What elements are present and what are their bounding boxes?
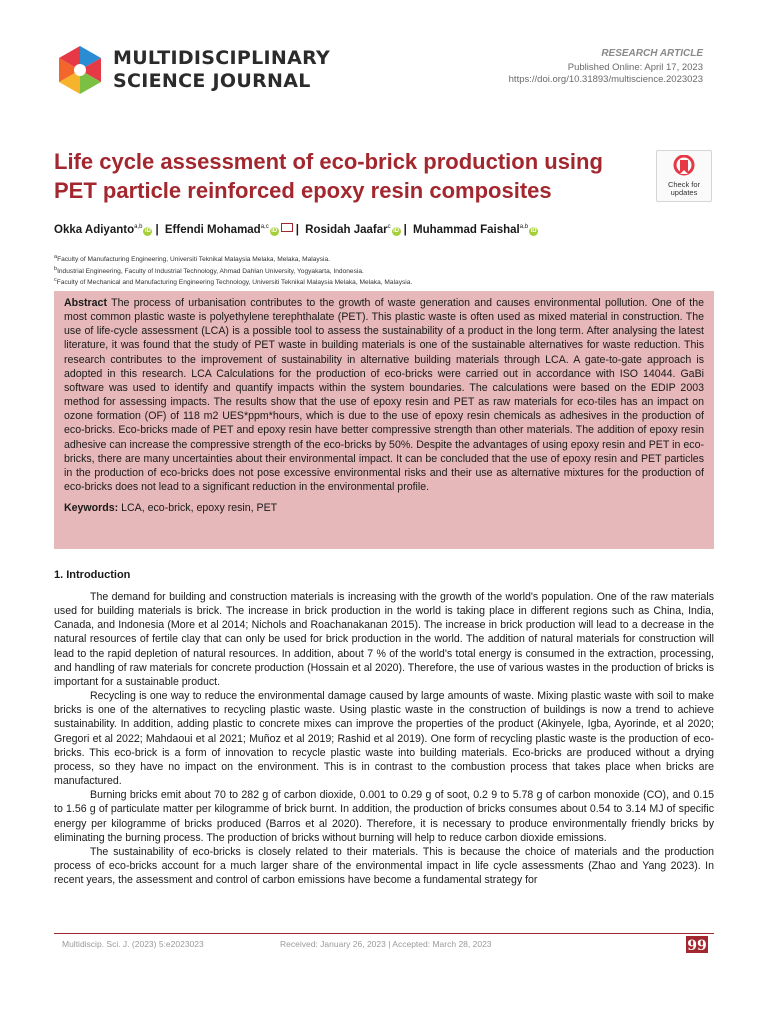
check-for-updates-label: Check for updates: [667, 180, 701, 197]
abstract-paragraph: [64, 296, 704, 494]
abstract-text: The process of urbanisation contributes to the growth of waste generation and causes environmental pollution. One of the most common plastic waste is polyethylene terephthalate (PET). This plastic waste is often used as mixed material in construction. The use of life-cycle assessment (LCA) is a possible tool to assess the sustainability of a product in the long term. After analysing the latest literature, it was found that the study of PET waste in building materials is one of the sustainable alternatives for waste reduction. This research contributes to the improvement of sustainability in alternative building materials through LCA. A gate-to-gate approach is adopted in this research. LCA Calculations for the production of eco-bricks were carried out in accordance with ISO 14044. GaBi software was used to identify and quantify impacts within the system boundaries. The calculations were based on the EDIP 2003 method for assessing impacts. The results show that the use of epoxy resin and PET as raw materials for eco-tiles has an impact on ozone formation (OF) of 118 m2 UES*ppm*hours, which is due to the use of epoxy resin chemicals as adhesives in the production of eco-bricks. Eco-bricks made of PET and epoxy resin have better compressive strength than other materials. The addition of epoxy resin adhesive can increase the compressive strength of the eco-bricks by 50%. Despite the advantages of using epoxy resin and PET in eco-bricks, there are many uncertainties about their environmental impact. It can be concluded that the use of epoxy resin and PET particles in the production of eco-bricks does not pose excessive environmental risks and their use as alternative mixtures for the production of eco-bricks does not lead to a significant reduction in the environmental profile.: [64, 297, 704, 494]
abstract-box: [54, 291, 714, 549]
keywords-list: LCA, eco-brick, epoxy resin, PET: [121, 502, 278, 515]
published-date: Published Online: April 17, 2023: [567, 62, 703, 73]
body-paragraph: Burning bricks emit about 70 to 282 g of carbon dioxide, 0.001 to 0.29 g of soot, 0.2 9 to 5.78 g of carbon monoxide (CO), and 0.15 to 1.56 g of particulate matter per kilogramme of brick burnt. In addition, the production of bricks consumes about 0.54 to 3.14 MJ of specific energy per kilogramme of bricks produced (Barros et al 2020). Therefore, it is necessary to produce environmentally friendly bricks by eliminating the burning process. The production of bricks without burning will help to reduce carbon dioxide emissions.: [54, 789, 714, 844]
author-separator: |: [295, 224, 299, 236]
body-paragraph: The sustainability of eco-bricks is closely related to their materials. This is because the choice of materials and the production process of eco-bricks account for a much larger share of the environmental impact in life cycle assessments (Zhao and Yang 2023). In recent years, the assessment and control of carbon emissions have become a fundamental strategy for: [54, 845, 714, 887]
affiliation-item: $^a$Faculty of Manufacturing Engineering, Universiti Teknikal Malaysia Melaka, Melaka, Malaysia.: [54, 254, 330, 264]
orcid-icon[interactable]: iD: [530, 228, 537, 234]
article-title: Life cycle assessment of eco-brick production using PET particle reinforced epoxy resin composites: [54, 149, 603, 203]
journal-logo-icon: [54, 44, 106, 96]
author-separator: |: [403, 224, 407, 236]
article-type: RESEARCH ARTICLE: [601, 48, 703, 59]
body-paragraph: The demand for building and construction materials is increasing with the growth of the world's population. One of the raw materials used for building materials is brick. The increase in brick production in the world is taking place in different regions such as China, India, Canada, and Indonesia (More et al 2014; Nichols and Roachanakanan 2015). The increase in brick production will lead to a decrease in the natural resources of fertile clay that can only be used for brick production in the world. The addition of natural materials for construction will lead to the rapid depletion of natural resources. In addition, about 7 % of the world's total energy is consumed in the extraction, processing, and handling of raw materials for concrete production (Hossain et al 2020). Therefore, the use of various wastes in the production of bricks is important for a sustainable product.: [54, 591, 714, 688]
check-for-updates-button[interactable]: [656, 150, 712, 202]
author-name[interactable]: Rosidah Jaafar: [305, 224, 388, 236]
bookmark-ribbon-icon: [673, 155, 695, 179]
journal-name-line2: SCIENCE JOURNAL: [113, 70, 311, 92]
orcid-icon[interactable]: iD: [393, 228, 400, 234]
author-list: [54, 223, 538, 236]
keywords: [64, 502, 704, 514]
affiliation-item: $^c$Faculty of Mechanical and Manufacturing Engineering Technology, Universiti Teknikal Malaysia Melaka, Melaka, Malaysia.: [54, 277, 413, 287]
affiliations: [54, 253, 412, 288]
author-affil-sup: a,b: [519, 224, 529, 231]
footer-divider: [54, 933, 714, 934]
body-text: [54, 590, 714, 887]
author-name[interactable]: Okka Adiyanto: [54, 224, 135, 236]
article-meta: [509, 48, 703, 86]
author-affil-sup: a,c: [260, 224, 269, 231]
orcid-icon[interactable]: iD: [144, 228, 151, 234]
doi-link[interactable]: https://doi.org/10.31893/multiscience.2023023: [508, 74, 703, 85]
footer-dates: Received: January 26, 2023 | Accepted: March 28, 2023: [280, 939, 492, 949]
author-name[interactable]: Muhammad Faishal: [413, 224, 520, 236]
journal-name: [113, 47, 330, 93]
author-affil-sup: c: [387, 224, 391, 231]
affiliation-item: $^b$Industrial Engineering, Faculty of Industrial Technology, Ahmad Dahlan University, Yogyakarta, Indonesia.: [54, 265, 364, 275]
journal-name-line1: MULTIDISCIPLINARY: [113, 47, 331, 69]
body-paragraph: Recycling is one way to reduce the environmental damage caused by large amounts of waste. Mixing plastic waste with soil to make bricks is one of the alternatives to recycling plastic waste. Using plastic waste in the construction of buildings is now a trend to achieve sustainability. In addition, adding plastic to concrete mixes can improve the properties of the product (Akinyele, Igba, Ayorinde, et al 2020; Gregori et al 2022; Mahdaoui et al 2021; Muñoz et al 2019; Rashid et al 2019). One form of recycling plastic waste is the production of eco-bricks. This eco-brick is a form of innovation to recycle plastic waste into building materials. Eco-bricks are produced without a drying process, so they have no impact on the environment. This is in contrast to the combustion process that takes place when bricks are manufactured.: [54, 690, 714, 788]
author-affil-sup: a,b: [134, 224, 143, 231]
author-name[interactable]: Effendi Mohamad: [164, 224, 261, 236]
email-icon[interactable]: [281, 223, 293, 232]
footer-citation: Multidiscip. Sci. J. (2023) 5:e2023023: [62, 939, 204, 949]
orcid-icon[interactable]: iD: [271, 228, 278, 234]
abstract-label: Abstract: [64, 297, 107, 309]
keywords-label: Keywords:: [64, 502, 119, 515]
author-separator: |: [155, 224, 159, 236]
section-heading: 1. Introduction: [54, 569, 131, 581]
cite-quote-icon[interactable]: 99: [687, 938, 707, 954]
